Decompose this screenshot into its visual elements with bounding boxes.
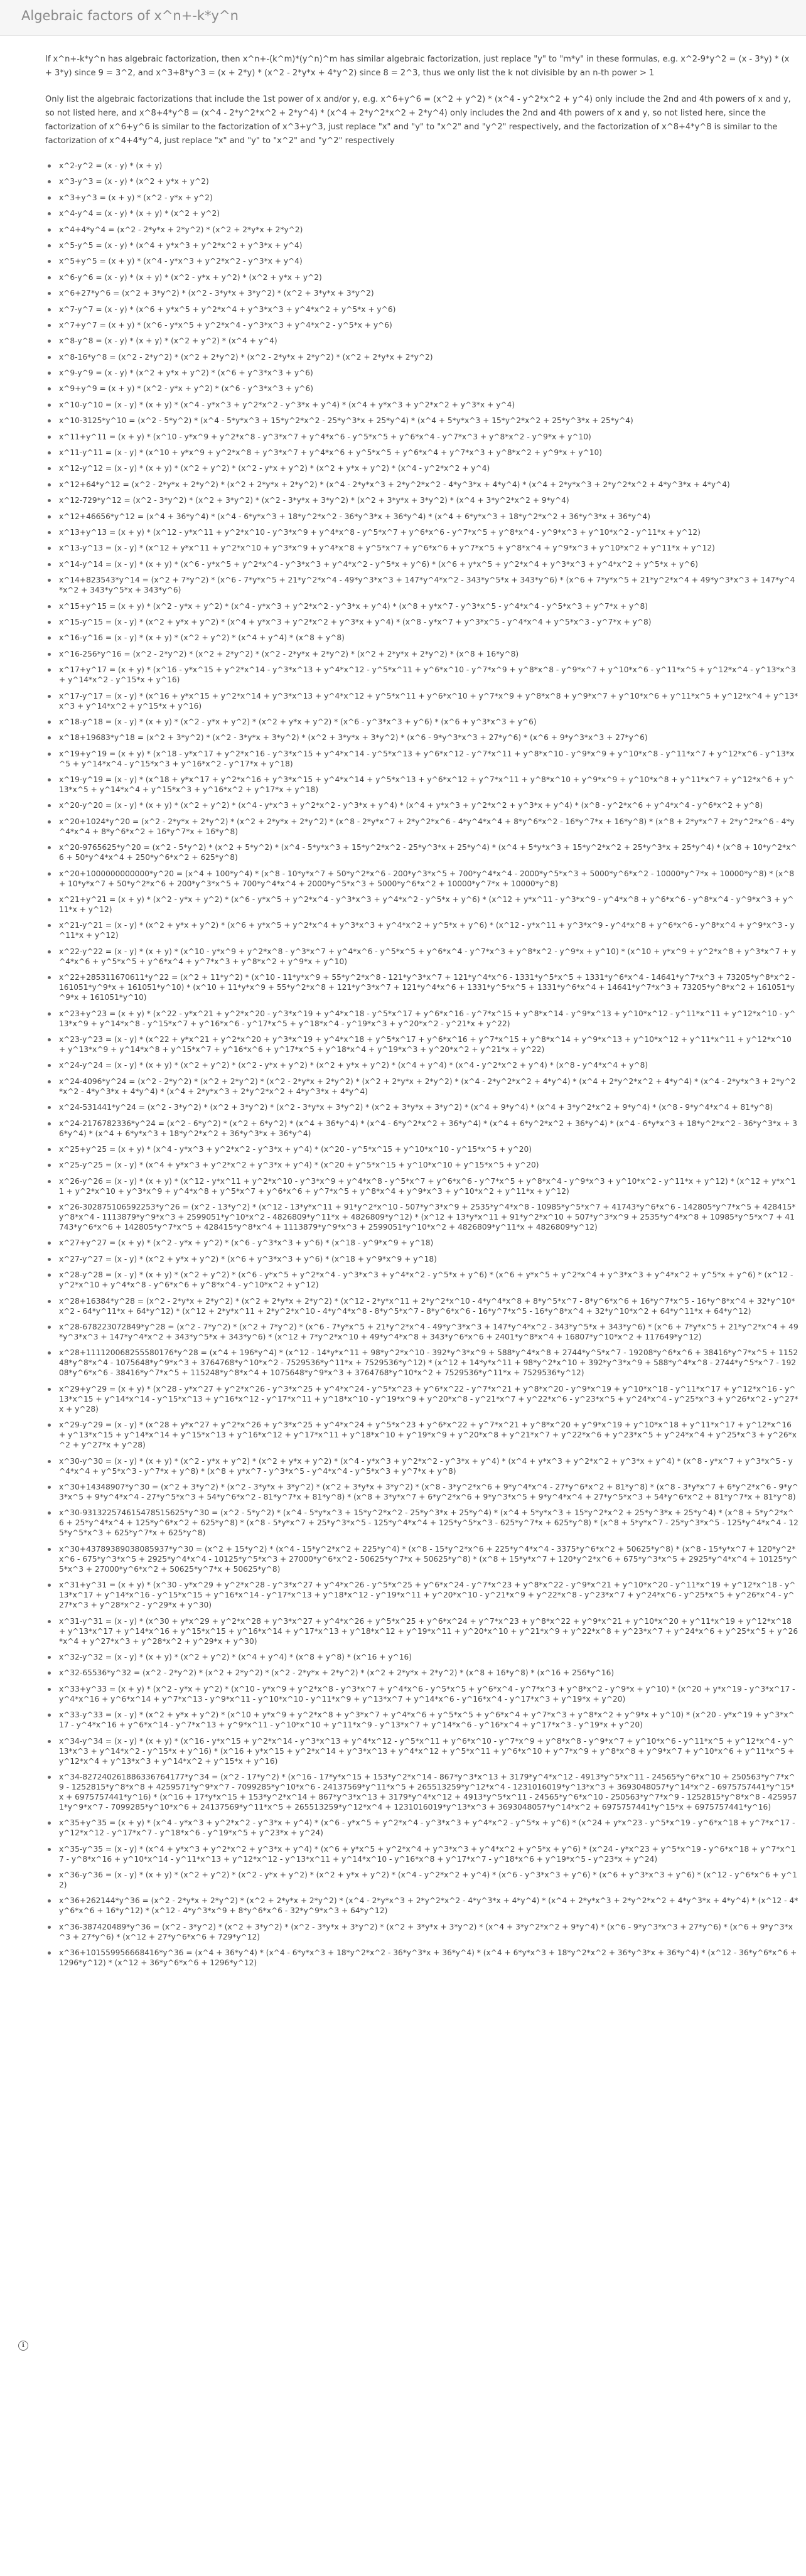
list-item: x^27-y^27 = (x - y) * (x^2 + y*x + y^2) * (x^6 + y^3*x^3 + y^6) * (x^18 + y^9*x^9 + y^18) xyxy=(45,1254,798,1264)
list-item: x^34-827240261886336764177*y^34 = (x^2 - 17*y^2) * (x^16 - 17*y*x^15 + 153*y^2*x^14 - 867*y^3*x^13 + 3179*y^4*x^12 - 4913*y^5*x^11 - 24565*y^6*x^10 + 250563*y^7*x^9 - 1252815*y^8*x^8 + 4259571*y^9*x^7 - 7099285*y^10*x^6 - 24137569*y^11*x^5 + 265513259*y^12*x^4 - 1231016019*y^13*x^3 + 3693048057*y^14*x^2 - 6975757441*y^15*x + 6975757441*y^16) * (x^16 + 17*y*x^15 + 153*y^2*x^14 + 867*y^3*x^13 + 3179*y^4*x^12 + 4913*y^5*x^11 - 24565*y^6*x^10 - 250563*y^7*x^9 - 1252815*y^8*x^8 - 4259571*y^9*x^7 - 7099285*y^10*x^6 + 24137569*y^11*x^5 + 265513259*y^12*x^4 + 1231016019*y^13*x^3 + 3693048057*y^14*x^2 + 6975757441*y^15*x + 6975757441*y^16) xyxy=(45,1772,798,1812)
list-item: x^31-y^31 = (x - y) * (x^30 + y*x^29 + y^2*x^28 + y^3*x^27 + y^4*x^26 + y^5*x^25 + y^6*x^24 + y^7*x^23 + y^8*x^22 + y^9*x^21 + y^10*x^20 + y^11*x^19 + y^12*x^18 + y^13*x^17 + y^14*x^16 + y^15*x^15 + y^16*x^14 + y^17*x^13 + y^18*x^12 + y^19*x^11 + y^20*x^10 + y^21*x^9 + y^22*x^8 + y^23*x^7 + y^24*x^6 + y^25*x^5 + y^26*x^4 + y^27*x^3 + y^28*x^2 + y^29*x + y^30) xyxy=(45,1616,798,1646)
list-item: x^26-y^26 = (x - y) * (x + y) * (x^12 - y*x^11 + y^2*x^10 - y^3*x^9 + y^4*x^8 - y^5*x^7 + y^6*x^6 - y^7*x^5 + y^8*x^4 - y^9*x^3 + y^10*x^2 - y^11*x + y^12) * (x^12 + y*x^11 + y^2*x^10 + y^3*x^9 + y^4*x^8 + y^5*x^7 + y^6*x^6 + y^7*x^5 + y^8*x^4 + y^9*x^3 + y^10*x^2 + y^11*x + y^12) xyxy=(45,1176,798,1196)
list-item: x^9-y^9 = (x - y) * (x^2 + y*x + y^2) * (x^6 + y^3*x^3 + y^6) xyxy=(45,368,798,378)
list-item: x^20+1024*y^20 = (x^2 - 2*y*x + 2*y^2) * (x^2 + 2*y*x + 2*y^2) * (x^8 - 2*y*x^7 + 2*y^2*x^6 - 4*y^4*x^4 + 8*y^6*x^2 - 16*y^7*x + 16*y^8) * (x^8 + 2*y*x^7 + 2*y^2*x^6 - 4*y^4*x^4 + 8*y^6*x^2 + 16*y^7*x + 16*y^8) xyxy=(45,817,798,837)
list-item: x^12+46656*y^12 = (x^4 + 36*y^4) * (x^4 - 6*y*x^3 + 18*y^2*x^2 - 36*y^3*x + 36*y^4) * (x^4 + 6*y*x^3 + 18*y^2*x^2 + 36*y^3*x + 36*y^4) xyxy=(45,512,798,522)
list-item: x^16-256*y^16 = (x^2 - 2*y^2) * (x^2 + 2*y^2) * (x^2 - 2*y*x + 2*y^2) * (x^2 + 2*y*x + 2*y^2) * (x^8 + 16*y^8) xyxy=(45,649,798,659)
list-item: x^33+y^33 = (x + y) * (x^2 - y*x + y^2) * (x^10 - y*x^9 + y^2*x^8 - y^3*x^7 + y^4*x^6 - y^5*x^5 + y^6*x^4 - y^7*x^3 + y^8*x^2 - y^9*x + y^10) * (x^20 + y*x^19 - y^3*x^17 - y^4*x^16 + y^6*x^14 + y^7*x^13 - y^9*x^11 - y^10*x^10 - y^11*x^9 + y^13*x^7 + y^14*x^6 - y^16*x^4 - y^17*x^3 + y^19*x + y^20) xyxy=(45,1684,798,1704)
list-item: x^12-y^12 = (x - y) * (x + y) * (x^2 + y^2) * (x^2 - y*x + y^2) * (x^2 + y*x + y^2) * (x^4 - y^2*x^2 + y^4) xyxy=(45,463,798,473)
list-item: x^20+1000000000000*y^20 = (x^4 + 100*y^4) * (x^8 - 10*y*x^7 + 50*y^2*x^6 - 200*y^3*x^5 + 700*y^4*x^4 - 2000*y^5*x^3 + 5000*y^6*x^2 - 10000*y^7*x + 10000*y^8) * (x^8 + 10*y*x^7 + 50*y^2*x^6 + 200*y^3*x^5 + 700*y^4*x^4 + 2000*y^5*x^3 + 5000*y^6*x^2 + 10000*y^7*x + 10000*y^8) xyxy=(45,869,798,889)
list-item: x^28-678223072849*y^28 = (x^2 - 7*y^2) * (x^2 + 7*y^2) * (x^6 - 7*y*x^5 + 21*y^2*x^4 - 49*y^3*x^3 + 147*y^4*x^2 - 343*y^5*x + 343*y^6) * (x^6 + 7*y*x^5 + 21*y^2*x^4 + 49*y^3*x^3 + 147*y^4*x^2 + 343*y^5*x + 343*y^6) * (x^12 + 7*y^2*x^10 + 49*y^4*x^8 + 343*y^6*x^6 + 2401*y^8*x^4 + 16807*y^10*x^2 + 117649*y^12) xyxy=(45,1322,798,1342)
list-item: x^22+285311670611*y^22 = (x^2 + 11*y^2) * (x^10 - 11*y*x^9 + 55*y^2*x^8 - 121*y^3*x^7 + 121*y^4*x^6 - 1331*y^5*x^5 + 1331*y^6*x^4 - 14641*y^7*x^3 + 73205*y^8*x^2 - 161051*y^9*x + 161051*y^10) * (x^10 + 11*y*x^9 + 55*y^2*x^8 + 121*y^3*x^7 + 121*y^4*x^6 + 1331*y^5*x^5 + 1331*y^6*x^4 + 14641*y^7*x^3 + 73205*y^8*x^2 + 161051*y^9*x + 161051*y^10) xyxy=(45,972,798,1002)
list-item: x^32-y^32 = (x - y) * (x + y) * (x^2 + y^2) * (x^4 + y^4) * (x^8 + y^8) * (x^16 + y^16) xyxy=(45,1652,798,1662)
list-item: x^19-y^19 = (x - y) * (x^18 + y*x^17 + y^2*x^16 + y^3*x^15 + y^4*x^14 + y^5*x^13 + y^6*x^12 + y^7*x^11 + y^8*x^10 + y^9*x^9 + y^10*x^8 + y^11*x^7 + y^12*x^6 + y^13*x^5 + y^14*x^4 + y^15*x^3 + y^16*x^2 + y^17*x + y^18) xyxy=(45,775,798,795)
list-item: x^13+y^13 = (x + y) * (x^12 - y*x^11 + y^2*x^10 - y^3*x^9 + y^4*x^8 - y^5*x^7 + y^6*x^6 - y^7*x^5 + y^8*x^4 - y^9*x^3 + y^10*x^2 - y^11*x + y^12) xyxy=(45,527,798,537)
list-item: x^4-y^4 = (x - y) * (x + y) * (x^2 + y^2) xyxy=(45,208,798,218)
list-item: x^14-y^14 = (x - y) * (x + y) * (x^6 - y*x^5 + y^2*x^4 - y^3*x^3 + y^4*x^2 - y^5*x + y^6) * (x^6 + y*x^5 + y^2*x^4 + y^3*x^3 + y^4*x^2 + y^5*x + y^6) xyxy=(45,559,798,569)
list-item: x^36-387420489*y^36 = (x^2 - 3*y^2) * (x^2 + 3*y^2) * (x^2 - 3*y*x + 3*y^2) * (x^2 + 3*y*x + 3*y^2) * (x^4 + 3*y^2*x^2 + 9*y^4) * (x^6 - 9*y^3*x^3 + 27*y^6) * (x^6 + 9*y^3*x^3 + 27*y^6) * (x^12 + 27*y^6*x^6 + 729*y^12) xyxy=(45,1922,798,1942)
list-item: x^29-y^29 = (x - y) * (x^28 + y*x^27 + y^2*x^26 + y^3*x^25 + y^4*x^24 + y^5*x^23 + y^6*x^22 + y^7*x^21 + y^8*x^20 + y^9*x^19 + y^10*x^18 + y^11*x^17 + y^12*x^16 + y^13*x^15 + y^14*x^14 + y^15*x^13 + y^16*x^12 + y^17*x^11 + y^18*x^10 + y^19*x^9 + y^20*x^8 + y^21*x^7 + y^22*x^6 + y^23*x^5 + y^24*x^4 + y^25*x^3 + y^26*x^2 + y^27*x + y^28) xyxy=(45,1420,798,1450)
list-item: x^32-65536*y^32 = (x^2 - 2*y^2) * (x^2 + 2*y^2) * (x^2 - 2*y*x + 2*y^2) * (x^2 + 2*y*x + 2*y^2) * (x^8 + 16*y^8) * (x^16 + 256*y^16) xyxy=(45,1668,798,1678)
list-item: x^24-2176782336*y^24 = (x^2 - 6*y^2) * (x^2 + 6*y^2) * (x^4 + 36*y^4) * (x^4 - 6*y^2*x^2 + 36*y^4) * (x^4 + 6*y^2*x^2 + 36*y^4) * (x^4 - 6*y*x^3 + 18*y^2*x^2 - 36*y^3*x + 36*y^4) * (x^4 + 6*y*x^3 + 18*y^2*x^2 + 36*y^3*x + 36*y^4) xyxy=(45,1119,798,1139)
list-item: x^29+y^29 = (x + y) * (x^28 - y*x^27 + y^2*x^26 - y^3*x^25 + y^4*x^24 - y^5*x^23 + y^6*x^22 - y^7*x^21 + y^8*x^20 - y^9*x^19 + y^10*x^18 - y^11*x^17 + y^12*x^16 - y^13*x^15 + y^14*x^14 - y^15*x^13 + y^16*x^12 - y^17*x^11 + y^18*x^10 - y^19*x^9 + y^20*x^8 - y^21*x^7 + y^22*x^6 - y^23*x^5 + y^24*x^4 - y^25*x^3 + y^26*x^2 - y^27*x + y^28) xyxy=(45,1384,798,1414)
list-item: x^15-y^15 = (x - y) * (x^2 + y*x + y^2) * (x^4 + y*x^3 + y^2*x^2 + y^3*x + y^4) * (x^8 - y*x^7 + y^3*x^5 - y^4*x^4 + y^5*x^3 - y^7*x + y^8) xyxy=(45,617,798,627)
list-item: x^5-y^5 = (x - y) * (x^4 + y*x^3 + y^2*x^2 + y^3*x + y^4) xyxy=(45,240,798,250)
list-item: x^18-y^18 = (x - y) * (x + y) * (x^2 - y*x + y^2) * (x^2 + y*x + y^2) * (x^6 - y^3*x^3 + y^6) * (x^6 + y^3*x^3 + y^6) xyxy=(45,717,798,727)
list-item: x^7+y^7 = (x + y) * (x^6 - y*x^5 + y^2*x^4 - y^3*x^3 + y^4*x^2 - y^5*x + y^6) xyxy=(45,320,798,330)
list-item: x^5+y^5 = (x + y) * (x^4 - y*x^3 + y^2*x^2 - y^3*x + y^4) xyxy=(45,256,798,266)
list-item: x^12+64*y^12 = (x^2 - 2*y*x + 2*y^2) * (x^2 + 2*y*x + 2*y^2) * (x^4 - 2*y*x^3 + 2*y^2*x^2 - 4*y^3*x + 4*y^4) * (x^4 + 2*y*x^3 + 2*y^2*x^2 + 4*y^3*x + 4*y^4) xyxy=(45,480,798,490)
list-item: x^10-y^10 = (x - y) * (x + y) * (x^4 - y*x^3 + y^2*x^2 - y^3*x + y^4) * (x^4 + y*x^3 + y^2*x^2 + y^3*x + y^4) xyxy=(45,400,798,410)
list-item: x^3+y^3 = (x + y) * (x^2 - y*x + y^2) xyxy=(45,193,798,203)
list-item: x^18+19683*y^18 = (x^2 + 3*y^2) * (x^2 - 3*y*x + 3*y^2) * (x^2 + 3*y*x + 3*y^2) * (x^6 - 9*y^3*x^3 + 27*y^6) * (x^6 + 9*y^3*x^3 + 27*y^6) xyxy=(45,733,798,743)
list-item: x^14+823543*y^14 = (x^2 + 7*y^2) * (x^6 - 7*y*x^5 + 21*y^2*x^4 - 49*y^3*x^3 + 147*y^4*x^2 - 343*y^5*x + 343*y^6) * (x^6 + 7*y*x^5 + 21*y^2*x^4 + 49*y^3*x^3 + 147*y^4*x^2 + 343*y^5*x + 343*y^6) xyxy=(45,575,798,595)
list-item: x^33-y^33 = (x - y) * (x^2 + y*x + y^2) * (x^10 + y*x^9 + y^2*x^8 + y^3*x^7 + y^4*x^6 + y^5*x^5 + y^6*x^4 + y^7*x^3 + y^8*x^2 + y^9*x + y^10) * (x^20 - y*x^19 + y^3*x^17 - y^4*x^16 + y^6*x^14 - y^7*x^13 + y^9*x^11 - y^10*x^10 + y^11*x^9 - y^13*x^7 + y^14*x^6 - y^16*x^4 + y^17*x^3 - y^19*x + y^20) xyxy=(45,1710,798,1730)
list-item: x^25+y^25 = (x + y) * (x^4 - y*x^3 + y^2*x^2 - y^3*x + y^4) * (x^20 - y^5*x^15 + y^10*x^10 - y^15*x^5 + y^20) xyxy=(45,1144,798,1154)
list-item: x^11-y^11 = (x - y) * (x^10 + y*x^9 + y^2*x^8 + y^3*x^7 + y^4*x^6 + y^5*x^5 + y^6*x^4 + y^7*x^3 + y^8*x^2 + y^9*x + y^10) xyxy=(45,448,798,458)
list-item: x^16-y^16 = (x - y) * (x + y) * (x^2 + y^2) * (x^4 + y^4) * (x^8 + y^8) xyxy=(45,633,798,643)
list-item: x^15+y^15 = (x + y) * (x^2 - y*x + y^2) * (x^4 - y*x^3 + y^2*x^2 - y^3*x + y^4) * (x^8 + y*x^7 - y^3*x^5 - y^4*x^4 - y^5*x^3 + y^7*x + y^8) xyxy=(45,601,798,611)
list-item: x^36+101559956668416*y^36 = (x^4 + 36*y^4) * (x^4 - 6*y*x^3 + 18*y^2*x^2 - 36*y^3*x + 36*y^4) * (x^4 + 6*y*x^3 + 18*y^2*x^2 + 36*y^3*x + 36*y^4) * (x^12 - 36*y^6*x^6 + 1296*y^12) * (x^12 + 36*y^6*x^6 + 1296*y^12) xyxy=(45,1948,798,1968)
list-item: x^25-y^25 = (x - y) * (x^4 + y*x^3 + y^2*x^2 + y^3*x + y^4) * (x^20 + y^5*x^15 + y^10*x^10 + y^15*x^5 + y^20) xyxy=(45,1160,798,1170)
list-item: x^2-y^2 = (x - y) * (x + y) xyxy=(45,161,798,171)
list-item: x^8-y^8 = (x - y) * (x + y) * (x^2 + y^2) * (x^4 + y^4) xyxy=(45,336,798,346)
list-item: x^27+y^27 = (x + y) * (x^2 - y*x + y^2) * (x^6 - y^3*x^3 + y^6) * (x^18 - y^9*x^9 + y^18) xyxy=(45,1238,798,1248)
list-item: x^22-y^22 = (x - y) * (x + y) * (x^10 - y*x^9 + y^2*x^8 - y^3*x^7 + y^4*x^6 - y^5*x^5 + y^6*x^4 - y^7*x^3 + y^8*x^2 - y^9*x + y^10) * (x^10 + y*x^9 + y^2*x^8 + y^3*x^7 + y^4*x^6 + y^5*x^5 + y^6*x^4 + y^7*x^3 + y^8*x^2 + y^9*x + y^10) xyxy=(45,947,798,967)
list-item: x^7-y^7 = (x - y) * (x^6 + y*x^5 + y^2*x^4 + y^3*x^3 + y^4*x^2 + y^5*x + y^6) xyxy=(45,304,798,314)
list-item: x^36-y^36 = (x - y) * (x + y) * (x^2 + y^2) * (x^2 - y*x + y^2) * (x^2 + y*x + y^2) * (x^4 - y^2*x^2 + y^4) * (x^6 - y^3*x^3 + y^6) * (x^6 + y^3*x^3 + y^6) * (x^12 - y^6*x^6 + y^12) xyxy=(45,1870,798,1890)
header-bar xyxy=(0,0,806,36)
list-item: x^20-y^20 = (x - y) * (x + y) * (x^2 + y^2) * (x^4 - y*x^3 + y^2*x^2 - y^3*x + y^4) * (x^4 + y*x^3 + y^2*x^2 + y^3*x + y^4) * (x^8 - y^2*x^6 + y^4*x^4 - y^6*x^2 + y^8) xyxy=(45,800,798,810)
list-item: x^30-931322574615478515625*y^30 = (x^2 - 5*y^2) * (x^4 - 5*y*x^3 + 15*y^2*x^2 - 25*y^3*x + 25*y^4) * (x^4 + 5*y*x^3 + 15*y^2*x^2 + 25*y^3*x + 25*y^4) * (x^8 + 5*y^2*x^6 + 25*y^4*x^4 + 125*y^6*x^2 + 625*y^8) * (x^8 - 5*y*x^7 + 25*y^3*x^5 - 125*y^4*x^4 + 125*y^5*x^3 - 625*y^7*x + 625*y^8) * (x^8 + 5*y*x^7 - 25*y^3*x^5 - 125*y^4*x^4 - 125*y^5*x^3 + 625*y^7*x + 625*y^8) xyxy=(45,1508,798,1538)
list-item: x^31+y^31 = (x + y) * (x^30 - y*x^29 + y^2*x^28 - y^3*x^27 + y^4*x^26 - y^5*x^25 + y^6*x^24 - y^7*x^23 + y^8*x^22 - y^9*x^21 + y^10*x^20 - y^11*x^19 + y^12*x^18 - y^13*x^17 + y^14*x^16 - y^15*x^15 + y^16*x^14 - y^17*x^13 + y^18*x^12 - y^19*x^11 + y^20*x^10 - y^21*x^9 + y^22*x^8 - y^23*x^7 + y^24*x^6 - y^25*x^5 + y^26*x^4 - y^27*x^3 + y^28*x^2 - y^29*x + y^30) xyxy=(45,1580,798,1610)
list-item: x^24-y^24 = (x - y) * (x + y) * (x^2 + y^2) * (x^2 - y*x + y^2) * (x^2 + y*x + y^2) * (x^4 + y^4) * (x^4 - y^2*x^2 + y^4) * (x^8 - y^4*x^4 + y^8) xyxy=(45,1060,798,1070)
intro-paragraph-2: Only list the algebraic factorizations that include the 1st power of x and/or y, e.g. x^6+y^6 = (x^2 + y^2) * (x^4 - y^2*x^2 + y^4) only include the 2nd and 4th powers of x and y, so not listed here, and x^8+4*y^8 = (x^4 - 2*y^2*x^2 + 2*y^4) * (x^4 + 2*y^2*x^2 + 2*y^4) only includes the 2nd and 4th powers of x and y, so not listed here, since the factorization of x^6+y^6 is similar to the factorization of x^3+y^3, just replace "x" and "y" to "x^2" and "y^2" respectively, and the factorization of x^8+4*y^8 is similar to the factorization of x^4+4*y^4, just replace "x" and "y" to "x^2" and "y^2" respectively xyxy=(45,95,791,146)
intro-paragraph-1: If x^n+-k*y^n has algebraic factorization, then x^n+-(k^m)*(y^n)^m has similar algebraic factorization, just replace "y" to "m*y" in these formulas, e.g. x^2-9*y^2 = (x - 3*y) * (x + 3*y) since 9 = 3^2, and x^3+8*y^3 = (x + 2*y) * (x^2 - 2*y*x + 4*y^2) since 8 = 2^3, thus we only list the k not divisible by an n-th power > 1 xyxy=(45,55,790,78)
list-item: x^36+262144*y^36 = (x^2 - 2*y*x + 2*y^2) * (x^2 + 2*y*x + 2*y^2) * (x^4 - 2*y*x^3 + 2*y^2*x^2 - 4*y^3*x + 4*y^4) * (x^4 + 2*y*x^3 + 2*y^2*x^2 + 4*y^3*x + 4*y^4) * (x^12 - 4*y^6*x^6 + 16*y^12) * (x^12 - 4*y^3*x^9 + 8*y^6*x^6 - 32*y^9*x^3 + 64*y^12) xyxy=(45,1896,798,1916)
info-icon[interactable]: i xyxy=(18,2341,28,2351)
list-item: x^30-y^30 = (x - y) * (x + y) * (x^2 - y*x + y^2) * (x^2 + y*x + y^2) * (x^4 - y*x^3 + y^2*x^2 - y^3*x + y^4) * (x^4 + y*x^3 + y^2*x^2 + y^3*x + y^4) * (x^8 - y*x^7 + y^3*x^5 - y^4*x^4 + y^5*x^3 - y^7*x + y^8) * (x^8 + y*x^7 - y^3*x^5 - y^4*x^4 - y^5*x^3 + y^7*x + y^8) xyxy=(45,1456,798,1476)
list-item: x^3-y^3 = (x - y) * (x^2 + y*x + y^2) xyxy=(45,176,798,186)
list-item: x^8-16*y^8 = (x^2 - 2*y^2) * (x^2 + 2*y^2) * (x^2 - 2*y*x + 2*y^2) * (x^2 + 2*y*x + 2*y^2) xyxy=(45,352,798,362)
list-item: x^28+111120068255580176*y^28 = (x^4 + 196*y^4) * (x^12 - 14*y*x^11 + 98*y^2*x^10 - 392*y^3*x^9 + 588*y^4*x^8 + 2744*y^5*x^7 - 19208*y^6*x^6 + 38416*y^7*x^5 + 115248*y^8*x^4 - 1075648*y^9*x^3 + 3764768*y^10*x^2 - 7529536*y^11*x + 7529536*y^12) * (x^12 + 14*y*x^11 + 98*y^2*x^10 + 392*y^3*x^9 + 588*y^4*x^8 - 2744*y^5*x^7 - 19208*y^6*x^6 - 38416*y^7*x^5 + 115248*y^8*x^4 + 1075648*y^9*x^3 + 3764768*y^10*x^2 + 7529536*y^11*x + 7529536*y^12) xyxy=(45,1348,798,1378)
list-item: x^23-y^23 = (x - y) * (x^22 + y*x^21 + y^2*x^20 + y^3*x^19 + y^4*x^18 + y^5*x^17 + y^6*x^16 + y^7*x^15 + y^8*x^14 + y^9*x^13 + y^10*x^12 + y^11*x^11 + y^12*x^10 + y^13*x^9 + y^14*x^8 + y^15*x^7 + y^16*x^6 + y^17*x^5 + y^18*x^4 + y^19*x^3 + y^20*x^2 + y^21*x + y^22) xyxy=(45,1034,798,1055)
list-item: x^12-729*y^12 = (x^2 - 3*y^2) * (x^2 + 3*y^2) * (x^2 - 3*y*x + 3*y^2) * (x^2 + 3*y*x + 3*y^2) * (x^4 + 3*y^2*x^2 + 9*y^4) xyxy=(45,495,798,505)
list-item: x^23+y^23 = (x + y) * (x^22 - y*x^21 + y^2*x^20 - y^3*x^19 + y^4*x^18 - y^5*x^17 + y^6*x^16 - y^7*x^15 + y^8*x^14 - y^9*x^13 + y^10*x^12 - y^11*x^11 + y^12*x^10 - y^13*x^9 + y^14*x^8 - y^15*x^7 + y^16*x^6 - y^17*x^5 + y^18*x^4 - y^19*x^3 + y^20*x^2 - y^21*x + y^22) xyxy=(45,1009,798,1029)
list-item: x^34-y^34 = (x - y) * (x + y) * (x^16 - y*x^15 + y^2*x^14 - y^3*x^13 + y^4*x^12 - y^5*x^11 + y^6*x^10 - y^7*x^9 + y^8*x^8 - y^9*x^7 + y^10*x^6 - y^11*x^5 + y^12*x^4 - y^13*x^3 + y^14*x^2 - y^15*x + y^16) * (x^16 + y*x^15 + y^2*x^14 + y^3*x^13 + y^4*x^12 + y^5*x^11 + y^6*x^10 + y^7*x^9 + y^8*x^8 + y^9*x^7 + y^10*x^6 + y^11*x^5 + y^12*x^4 + y^13*x^3 + y^14*x^2 + y^15*x + y^16) xyxy=(45,1736,798,1766)
page-title: Algebraic factors of x^n+-k*y^n xyxy=(21,8,239,23)
list-item: x^26-302875106592253*y^26 = (x^2 - 13*y^2) * (x^12 - 13*y*x^11 + 91*y^2*x^10 - 507*y^3*x^9 + 2535*y^4*x^8 - 10985*y^5*x^7 + 41743*y^6*x^6 - 142805*y^7*x^5 + 428415*y^8*x^4 - 1113879*y^9*x^3 + 2599051*y^10*x^2 - 4826809*y^11*x + 4826809*y^12) * (x^12 + 13*y*x^11 + 91*y^2*x^10 + 507*y^3*x^9 + 2535*y^4*x^8 + 10985*y^5*x^7 + 41743*y^6*x^6 + 142805*y^7*x^5 + 428415*y^8*x^4 + 1113879*y^9*x^3 + 2599051*y^10*x^2 + 4826809*y^11*x + 4826809*y^12) xyxy=(45,1202,798,1232)
list-item: x^21-y^21 = (x - y) * (x^2 + y*x + y^2) * (x^6 + y*x^5 + y^2*x^4 + y^3*x^3 + y^4*x^2 + y^5*x + y^6) * (x^12 - y*x^11 + y^3*x^9 - y^4*x^8 + y^6*x^6 - y^8*x^4 + y^9*x^3 - y^11*x + y^12) xyxy=(45,920,798,940)
list-item: x^9+y^9 = (x + y) * (x^2 - y*x + y^2) * (x^6 - y^3*x^3 + y^6) xyxy=(45,384,798,394)
list-item: x^35+y^35 = (x + y) * (x^4 - y*x^3 + y^2*x^2 - y^3*x + y^4) * (x^6 - y*x^5 + y^2*x^4 - y^3*x^3 + y^4*x^2 - y^5*x + y^6) * (x^24 + y*x^23 - y^5*x^19 - y^6*x^18 + y^7*x^17 - y^12*x^12 - y^17*x^7 - y^18*x^6 - y^19*x^5 + y^23*x + y^24) xyxy=(45,1818,798,1838)
list-item: x^28+16384*y^28 = (x^2 - 2*y*x + 2*y^2) * (x^2 + 2*y*x + 2*y^2) * (x^12 - 2*y*x^11 + 2*y^2*x^10 - 4*y^4*x^8 + 8*y^5*x^7 - 8*y^6*x^6 + 16*y^7*x^5 - 16*y^8*x^4 + 32*y^10*x^2 - 64*y^11*x + 64*y^12) * (x^12 + 2*y*x^11 + 2*y^2*x^10 - 4*y^4*x^8 - 8*y^5*x^7 - 8*y^6*x^6 - 16*y^7*x^5 - 16*y^8*x^4 + 32*y^10*x^2 + 64*y^11*x + 64*y^12) xyxy=(45,1296,798,1316)
list-item: x^24-4096*y^24 = (x^2 - 2*y^2) * (x^2 + 2*y^2) * (x^2 - 2*y*x + 2*y^2) * (x^2 + 2*y*x + 2*y^2) * (x^4 - 2*y^2*x^2 + 4*y^4) * (x^4 + 2*y^2*x^2 + 4*y^4) * (x^4 - 2*y*x^3 + 2*y^2*x^2 - 4*y^3*x + 4*y^4) * (x^4 + 2*y*x^3 + 2*y^2*x^2 + 4*y^3*x + 4*y^4) xyxy=(45,1076,798,1097)
factorization-list xyxy=(45,161,798,1968)
list-item: x^6+27*y^6 = (x^2 + 3*y^2) * (x^2 - 3*y*x + 3*y^2) * (x^2 + 3*y*x + 3*y^2) xyxy=(45,288,798,298)
list-item: x^13-y^13 = (x - y) * (x^12 + y*x^11 + y^2*x^10 + y^3*x^9 + y^4*x^8 + y^5*x^7 + y^6*x^6 + y^7*x^5 + y^8*x^4 + y^9*x^3 + y^10*x^2 + y^11*x + y^12) xyxy=(45,543,798,553)
list-item: x^30+43789389038085937*y^30 = (x^2 + 15*y^2) * (x^4 - 15*y^2*x^2 + 225*y^4) * (x^8 - 15*y^2*x^6 + 225*y^4*x^4 - 3375*y^6*x^2 + 50625*y^8) * (x^8 - 15*y*x^7 + 120*y^2*x^6 - 675*y^3*x^5 + 2925*y^4*x^4 - 10125*y^5*x^3 + 27000*y^6*x^2 - 50625*y^7*x + 50625*y^8) * (x^8 + 15*y*x^7 + 120*y^2*x^6 + 675*y^3*x^5 + 2925*y^4*x^4 + 10125*y^5*x^3 + 27000*y^6*x^2 + 50625*y^7*x + 50625*y^8) xyxy=(45,1544,798,1574)
list-item: x^17-y^17 = (x - y) * (x^16 + y*x^15 + y^2*x^14 + y^3*x^13 + y^4*x^12 + y^5*x^11 + y^6*x^10 + y^7*x^9 + y^8*x^8 + y^9*x^7 + y^10*x^6 + y^11*x^5 + y^12*x^4 + y^13*x^3 + y^14*x^2 + y^15*x + y^16) xyxy=(45,691,798,711)
list-item: x^6-y^6 = (x - y) * (x + y) * (x^2 - y*x + y^2) * (x^2 + y*x + y^2) xyxy=(45,272,798,282)
list-item: x^17+y^17 = (x + y) * (x^16 - y*x^15 + y^2*x^14 - y^3*x^13 + y^4*x^12 - y^5*x^11 + y^6*x^10 - y^7*x^9 + y^8*x^8 - y^9*x^7 + y^10*x^6 - y^11*x^5 + y^12*x^4 - y^13*x^3 + y^14*x^2 - y^15*x + y^16) xyxy=(45,665,798,685)
list-item: x^20-9765625*y^20 = (x^2 - 5*y^2) * (x^2 + 5*y^2) * (x^4 - 5*y*x^3 + 15*y^2*x^2 - 25*y^3*x + 25*y^4) * (x^4 + 5*y*x^3 + 15*y^2*x^2 + 25*y^3*x + 25*y^4) * (x^8 + 10*y^2*x^6 + 50*y^4*x^4 + 250*y^6*x^2 + 625*y^8) xyxy=(45,842,798,862)
list-item: x^4+4*y^4 = (x^2 - 2*y*x + 2*y^2) * (x^2 + 2*y*x + 2*y^2) xyxy=(45,225,798,235)
list-item: x^30+14348907*y^30 = (x^2 + 3*y^2) * (x^2 - 3*y*x + 3*y^2) * (x^2 + 3*y*x + 3*y^2) * (x^8 - 3*y^2*x^6 + 9*y^4*x^4 - 27*y^6*x^2 + 81*y^8) * (x^8 - 3*y*x^7 + 6*y^2*x^6 - 9*y^3*x^5 + 9*y^4*x^4 - 27*y^5*x^3 + 54*y^6*x^2 - 81*y^7*x + 81*y^8) * (x^8 + 3*y*x^7 + 6*y^2*x^6 + 9*y^3*x^5 + 9*y^4*x^4 + 27*y^5*x^3 + 54*y^6*x^2 + 81*y^7*x + 81*y^8) xyxy=(45,1482,798,1502)
list-item: x^21+y^21 = (x + y) * (x^2 - y*x + y^2) * (x^6 - y*x^5 + y^2*x^4 - y^3*x^3 + y^4*x^2 - y^5*x + y^6) * (x^12 + y*x^11 - y^3*x^9 - y^4*x^8 + y^6*x^6 - y^8*x^4 - y^9*x^3 + y^11*x + y^12) xyxy=(45,894,798,915)
list-item: x^11+y^11 = (x + y) * (x^10 - y*x^9 + y^2*x^8 - y^3*x^7 + y^4*x^6 - y^5*x^5 + y^6*x^4 - y^7*x^3 + y^8*x^2 - y^9*x + y^10) xyxy=(45,432,798,442)
list-item: x^28-y^28 = (x - y) * (x + y) * (x^2 + y^2) * (x^6 - y*x^5 + y^2*x^4 - y^3*x^3 + y^4*x^2 - y^5*x + y^6) * (x^6 + y*x^5 + y^2*x^4 + y^3*x^3 + y^4*x^2 + y^5*x + y^6) * (x^12 - y^2*x^10 + y^4*x^8 - y^6*x^6 + y^8*x^4 - y^10*x^2 + y^12) xyxy=(45,1270,798,1290)
list-item: x^19+y^19 = (x + y) * (x^18 - y*x^17 + y^2*x^16 - y^3*x^15 + y^4*x^14 - y^5*x^13 + y^6*x^12 - y^7*x^11 + y^8*x^10 - y^9*x^9 + y^10*x^8 - y^11*x^7 + y^12*x^6 - y^13*x^5 + y^14*x^4 - y^15*x^3 + y^16*x^2 - y^17*x + y^18) xyxy=(45,749,798,769)
list-item: x^35-y^35 = (x - y) * (x^4 + y*x^3 + y^2*x^2 + y^3*x + y^4) * (x^6 + y*x^5 + y^2*x^4 + y^3*x^3 + y^4*x^2 + y^5*x + y^6) * (x^24 - y*x^23 + y^5*x^19 - y^6*x^18 + y^7*x^17 - y^8*x^16 + y^10*x^14 - y^11*x^13 + y^12*x^12 - y^13*x^11 + y^14*x^10 - y^16*x^8 + y^17*x^7 - y^18*x^6 + y^19*x^5 - y^23*x + y^24) xyxy=(45,1844,798,1864)
list-item: x^10-3125*y^10 = (x^2 - 5*y^2) * (x^4 - 5*y*x^3 + 15*y^2*x^2 - 25*y^3*x + 25*y^4) * (x^4 + 5*y*x^3 + 15*y^2*x^2 + 25*y^3*x + 25*y^4) xyxy=(45,416,798,426)
main-content xyxy=(45,53,798,1974)
list-item: x^24-531441*y^24 = (x^2 - 3*y^2) * (x^2 + 3*y^2) * (x^2 - 3*y*x + 3*y^2) * (x^2 + 3*y*x + 3*y^2) * (x^4 + 9*y^4) * (x^4 + 3*y^2*x^2 + 9*y^4) * (x^8 - 9*y^4*x^4 + 81*y^8) xyxy=(45,1102,798,1112)
